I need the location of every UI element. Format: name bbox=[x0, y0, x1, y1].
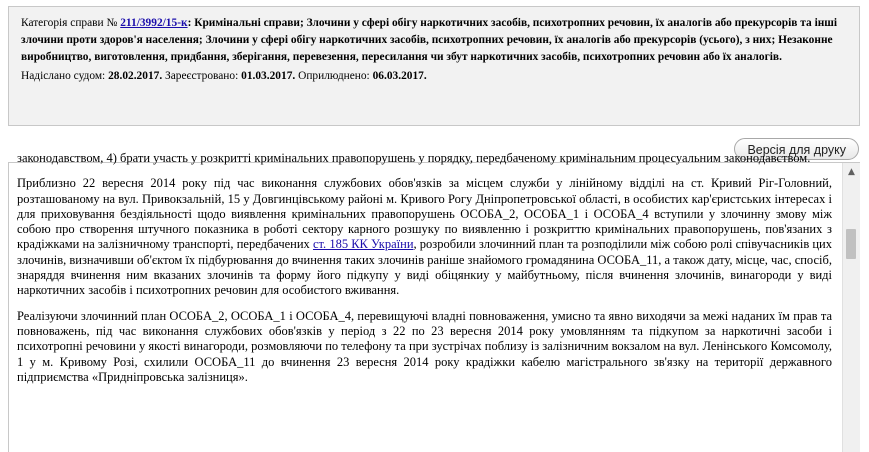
paragraph: законодавством, 4) брати участь у розкритті кримінальних правопорушень у порядку, передбаченому кримінальним процесуальним законодавством. bbox=[17, 151, 811, 165]
category-label: Категорія справи № bbox=[21, 17, 118, 29]
print-version-button[interactable]: Версія для друку bbox=[734, 138, 859, 160]
case-info-panel bbox=[8, 6, 860, 126]
paragraph-text: , розробили злочинний план та розподілили між собою ролі співучасників цих злочинів, визначивши об'єктом їх підбурювання до вчинення таких злочинів раніше знайомого громадянина ОСОБА_11, а також дату, місце, час, спосіб, знаряддя вчинення ним вказаних злочинів та форму його підкупу у виді обіцянкиу у майбутньому, після вчинення злочинів, винагороди у виді наркотичних засобів і психотропних речовин для особистого вживання. bbox=[17, 237, 832, 298]
sent-date: 28.02.2017. bbox=[108, 70, 163, 82]
paragraph bbox=[17, 176, 832, 298]
published-date: 06.03.2017. bbox=[372, 70, 427, 82]
case-number-link[interactable]: 211/3992/15-к bbox=[120, 17, 188, 29]
registered-label: Зареєстровано: bbox=[165, 70, 239, 82]
law-article-link[interactable]: ст. 185 КК України bbox=[312, 237, 414, 252]
document-frame bbox=[8, 151, 860, 452]
registered-date: 01.03.2017. bbox=[241, 70, 296, 82]
paragraph-text: Приблизно 22 вересня 2014 року під час виконання службових обов'язків за місцем служби у лінійному відділі на ст. Кривий Ріг-Головний, розташованому на вул. Привокзальній, 15 у Довгинцівському районі м. Кривого Рогу Дніпропетровської області, в особистих кар'єристських інтересах і для приховування бездіяльності щодо виявлення кримінальних правопорушень ОСОБА_2, ОСОБА_1 і ОСОБА_4 вступили у злочинну змову між собою про створення штучного показника в роботі сектору карного розшуку по виявленню і розкриттю кримінальних правопорушень, пов'язаних з крадіжками на залізничному транспорті, передбачених bbox=[17, 176, 832, 252]
case-category bbox=[21, 15, 847, 66]
scrollbar-thumb[interactable] bbox=[846, 229, 856, 259]
document-scrollbar[interactable] bbox=[842, 163, 860, 452]
case-dates bbox=[21, 68, 847, 85]
document-text bbox=[9, 151, 842, 395]
paragraph: Реалізуючи злочинний план ОСОБА_2, ОСОБА_1 і ОСОБА_4, перевищуючі владні повноваження, умисно та явно виходячи за межі наданих їм прав та повноважень, під час виконання службових обов'язків у період з 22 по 23 вересня 2014 року умовлянням та підкупом за наркотичні засоби і психотропні речовини у якості винагороди, розмовляючи по телефону та при зустрічах поблизу із залізничним вокзалом на вул. Ленінського Комсомолу, 1 у м. Кривому Розі, схилили ОСОБА_11 до вчинення 23 вересня 2014 року крадіжки кабелю магістрального зв'язку на території державного підприємства «Придніпровська залізниця». bbox=[17, 308, 832, 384]
published-label: Оприлюднено: bbox=[298, 70, 370, 82]
chevron-up-icon[interactable]: ▲ bbox=[848, 166, 855, 177]
category-text: : Кримінальні справи; Злочини у сфері обігу наркотичних засобів, психотропних речовин, їх аналогів або прекурсорів та інші злочини проти здоров'я населення; Злочини у сфері обігу наркотичних засобів, психотропних речовин, їх аналогів або прекурсорів (усього), з них; Незаконне виробництво, виготовлення, придбання, зберігання, перевезення, пересилання чи збут наркотичних засобів, психотропних речовин або їх аналогів. bbox=[21, 17, 838, 63]
sent-label: Надіслано судом: bbox=[21, 70, 106, 82]
